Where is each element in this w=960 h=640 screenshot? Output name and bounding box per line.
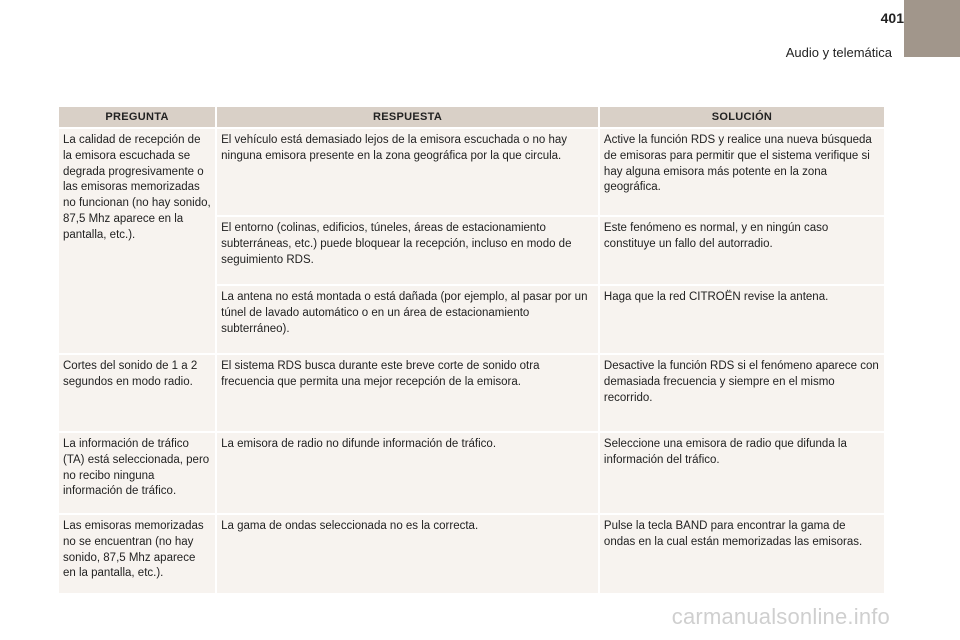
solution-cell: Desactive la función RDS si el fenómeno aparece con demasiada frecuencia y siempre en el mismo recorrido. <box>600 355 884 431</box>
table-header-row <box>59 107 884 127</box>
solution-cell: Haga que la red CITROËN revise la antena. <box>600 286 884 353</box>
answer-cell: La antena no está montada o está dañada (por ejemplo, al pasar por un túnel de lavado automático o en un área de estacionamiento subterráneo). <box>217 286 598 353</box>
column-header-answer: RESPUESTA <box>217 107 598 127</box>
table-row <box>59 515 884 593</box>
answer-cell: El entorno (colinas, edificios, túneles, áreas de estacionamiento subterráneas, etc.) puede bloquear la recepción, incluso en modo de seguimiento RDS. <box>217 217 598 284</box>
table-row <box>59 129 884 215</box>
answer-cell: El vehículo está demasiado lejos de la emisora escuchada o no hay ninguna emisora presente en la zona geográfica por la que circula. <box>217 129 598 215</box>
answer-cell: El sistema RDS busca durante este breve corte de sonido otra frecuencia que permita una mejor recepción de la emisora. <box>217 355 598 431</box>
watermark: carmanualsonline.info <box>671 604 890 629</box>
question-cell: Cortes del sonido de 1 a 2 segundos en modo radio. <box>59 355 215 431</box>
question-cell: Las emisoras memorizadas no se encuentran (no hay sonido, 87,5 Mhz aparece en la pantalla, etc.). <box>59 515 215 593</box>
solution-cell: Active la función RDS y realice una nueva búsqueda de emisoras para permitir que el sistema verifique si hay alguna emisora más potente en la zona geográfica. <box>600 129 884 215</box>
question-cell: La información de tráfico (TA) está seleccionada, pero no recibo ninguna información de tráfico. <box>59 433 215 513</box>
solution-cell: Pulse la tecla BAND para encontrar la gama de ondas en la cual están memorizadas las emisoras. <box>600 515 884 593</box>
question-cell: La calidad de recepción de la emisora escuchada se degrada progresivamente o las emisoras memorizadas no funcionan (no hay sonido, 87,5 Mhz aparece en la pantalla, etc.). <box>59 129 215 353</box>
solution-cell: Este fenómeno es normal, y en ningún caso constituye un fallo del autorradio. <box>600 217 884 284</box>
table-row <box>59 433 884 513</box>
solution-cell: Seleccione una emisora de radio que difunda la información del tráfico. <box>600 433 884 513</box>
section-tab-marker <box>904 0 960 57</box>
troubleshooting-table <box>57 105 886 595</box>
page-number: 401 <box>880 10 904 26</box>
column-header-question: PREGUNTA <box>59 107 215 127</box>
answer-cell: La gama de ondas seleccionada no es la correcta. <box>217 515 598 593</box>
section-title: Audio y telemática <box>785 45 892 60</box>
table-row <box>59 355 884 431</box>
column-header-solution: SOLUCIÓN <box>600 107 884 127</box>
answer-cell: La emisora de radio no difunde información de tráfico. <box>217 433 598 513</box>
